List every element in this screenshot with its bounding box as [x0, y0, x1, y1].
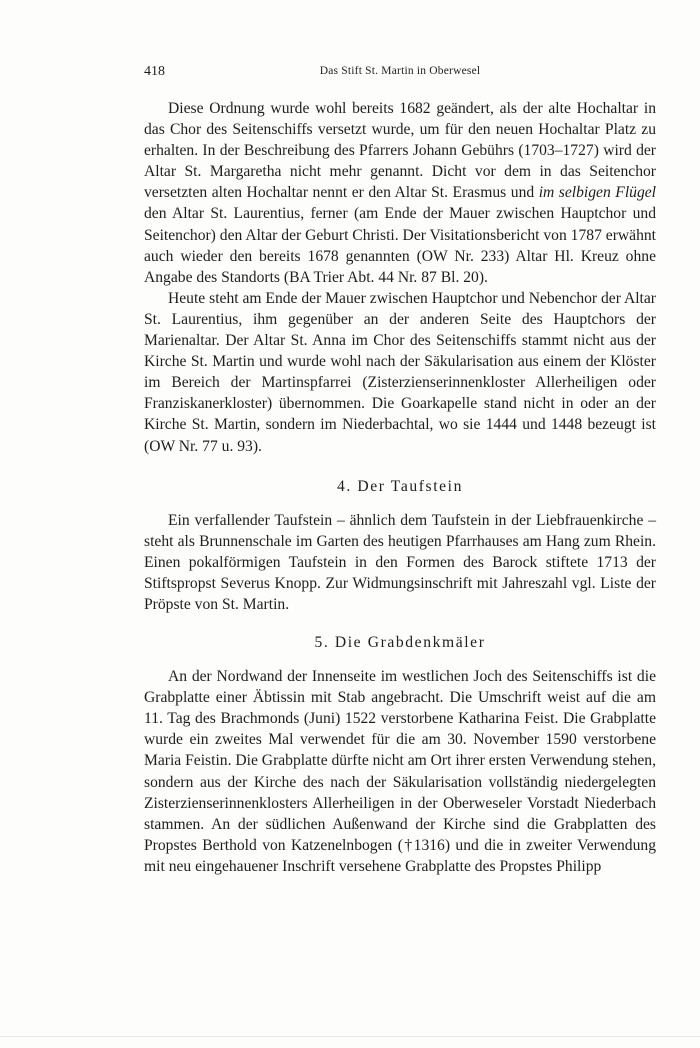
section-heading-taufstein: 4. Der Taufstein: [337, 477, 463, 495]
page-header: [144, 64, 656, 86]
paragraph-grabdenkmaeler: An der Nordwand der Innenseite im westlichen Joch des Seitenschiffs ist die Grabplatte einer Äbtissin mit Stab angebracht. Die Umschrift weist auf die am 11. Tag des Brachmonds (Juni) 1522 verstorbene Katharina Feist. Die Grabplatte wurde ein zweites Mal verwendet für die am 30. November 1590 verstorbene Maria Feistin. Die Grabplatte dürfte nicht am Ort ihrer ersten Verwendung stehen, sondern aus der Kirche des nach der Säkularisation vollständig niedergelegten Zisterzienserinnenklosters Allerheiligen in der Oberweseler Vorstadt Niederbach stammen. An der südlichen Außenwand der Kirche sind die Grabplatten des Propstes Berthold von Katzenelnbogen (†1316) und die in zweiter Verwendung mit neu eingehauener Inschrift versehene Grabplatte des Propstes Philipp: [144, 668, 656, 875]
paragraph-altars-today: Heute steht am Ende der Mauer zwischen Hauptchor und Nebenchor der Altar St. Laurentius, ihm gegenüber an der anderen Seite des Hauptchors der Marienaltar. Der Altar St. Anna im Chor des Seitenschiffs stammt nicht aus der Kirche St. Martin und wurde wohl nach der Säkularisation aus einem der Klöster im Bereich der Martinspfarrei (Zisterzienserinnenkloster Allerheiligen oder Franziskanerkloster) übernommen. Die Goarkapelle stand nicht in oder an der Kirche St. Martin, sondern im Niederbachtal, wo sie 1444 und 1448 bezeugt ist (OW Nr. 77 u. 93).: [144, 289, 656, 455]
running-head: Das Stift St. Martin in Oberwesel: [319, 65, 481, 77]
paragraph-text: Diese Ordnung wurde wohl bereits 1682 geändert, als der alte Hochaltar in das Chor des Seitenschiffs versetzt wurde, um für den neuen Hochaltar Platz zu erhalten. In der Beschreibung des Pfarrers Johann Gebührs (1703–1727) wird der Altar St. Margaretha nicht mehr genannt. Dicht vor dem in das Seitenchor versetzten alten Hochaltar nennt er den Altar St. Erasmus und: [144, 100, 656, 202]
paragraph-text: den Altar St. Laurentius, ferner (am Ende der Mauer zwischen Hauptchor und Seitenchor) den Altar der Geburt Christi. Der Visitationsbericht von 1787 erwähnt auch wieder den bereits 1678 genannten (OW Nr. 233) Altar Hl. Kreuz ohne Angabe des Standorts (BA Trier Abt. 44 Nr. 87 Bl. 20).: [144, 205, 656, 286]
page-edge-divider: [0, 1036, 700, 1037]
paragraph-altar-order: [144, 98, 656, 288]
page-number: 418: [144, 64, 165, 79]
paragraph-taufstein: Ein verfallender Taufstein – ähnlich dem Taufstein in der Liebfrauenkirche – steht als Brunnenschale im Garten des heutigen Pfarrhauses am Hang zum Rhein. Einen pokalförmigen Taufstein in den Formen des Barock stiftete 1713 der Stiftspropst Severus Knopp. Zur Widmungsinschrift mit Jahreszahl vgl. Liste der Pröpste von St. Martin.: [144, 511, 656, 613]
body-text: [144, 98, 656, 877]
emphasis-text: im selbigen Flügel: [538, 184, 657, 202]
section-heading-grabdenkmaeler: 5. Die Grabdenkmäler: [314, 634, 486, 652]
